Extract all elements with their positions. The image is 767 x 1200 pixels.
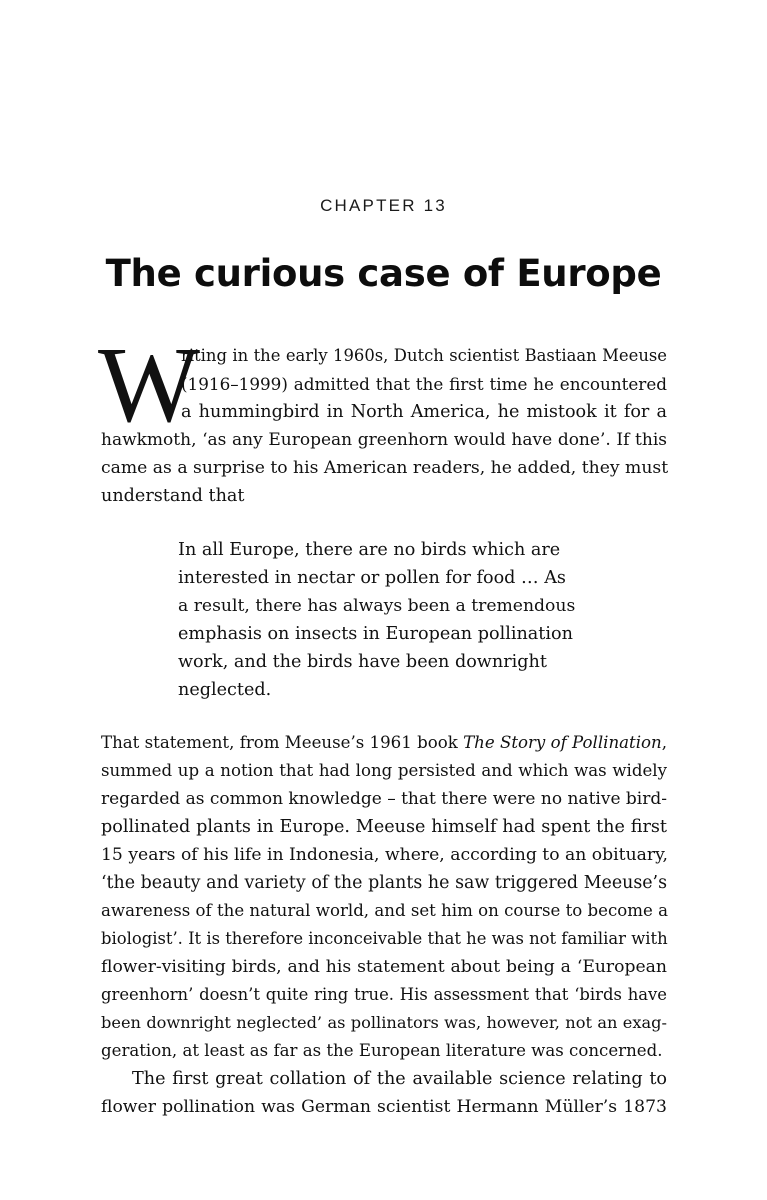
drop-cap: W [98,326,200,445]
paragraph2-line-4: pollinated plants in Europe. Meeuse himself had spent the first [101,817,667,837]
opening-line-5: came as a surprise to his American readers, he added, they must [101,458,669,478]
paragraph2-line-1 [101,729,667,757]
paragraph2-line-11: been downright neglected’ as pollinators was, however, not an exag- [101,1013,667,1032]
opening-line-3: a hummingbird in North America, he mistook it for a [181,402,667,422]
paragraph2-line-9: flower-visiting birds, and his statement about being a ‘European [101,957,667,977]
blockquote-line-2: interested in nectar or pollen for food … As [178,568,566,588]
opening-line-1: riting in the early 1960s, Dutch scientist Bastiaan Meeuse [181,346,667,365]
paragraph2-line-10: greenhorn’ doesn’t quite ring true. His assessment that ‘birds have [101,985,667,1004]
paragraph2-line-6: ‘the beauty and variety of the plants he saw triggered Meeuse’s [101,873,667,893]
opening-line-2: (1916–1999) admitted that the first time he encountered [181,374,667,394]
paragraph2-line-12: geration, at least as far as the European literature was concerned. [101,1041,663,1060]
paragraph3-line-1: The first great collation of the available science relating to [132,1069,667,1089]
book-title: The Story of Pollination [463,733,662,752]
blockquote-line-5: work, and the birds have been downright [178,652,547,672]
blockquote-line-3: a result, there has always been a tremendous [178,596,576,616]
paragraph2-line-5: 15 years of his life in Indonesia, where, according to an obituary, [101,845,668,865]
paragraph2-line-7: awareness of the natural world, and set him on course to become a [101,901,668,920]
blockquote-line-1: In all Europe, there are no birds which are [178,540,561,560]
paragraph2-line-3: regarded as common knowledge – that there were no native bird- [101,789,667,809]
paragraph2-prefix: That statement, from Meeuse’s 1961 book [101,733,464,752]
paragraph2-suffix: , [661,733,667,752]
opening-line-4: hawkmoth, ‘as any European greenhorn would have done’. If this [101,430,667,450]
paragraph3-line-2: flower pollination was German scientist Hermann Müller’s 1873 [101,1097,667,1117]
blockquote-line-4: emphasis on insects in European pollination [178,624,573,644]
blockquote-line-6: neglected. [178,680,272,700]
paragraph2-line-2: summed up a notion that had long persisted and which was widely [101,761,667,780]
chapter-title: The curious case of Europe [105,252,662,295]
paragraph2-line-8: biologist’. It is therefore inconceivable that he was not familiar with [101,929,668,948]
chapter-label: CHAPTER 13 [320,196,447,215]
opening-line-6: understand that [101,486,245,506]
